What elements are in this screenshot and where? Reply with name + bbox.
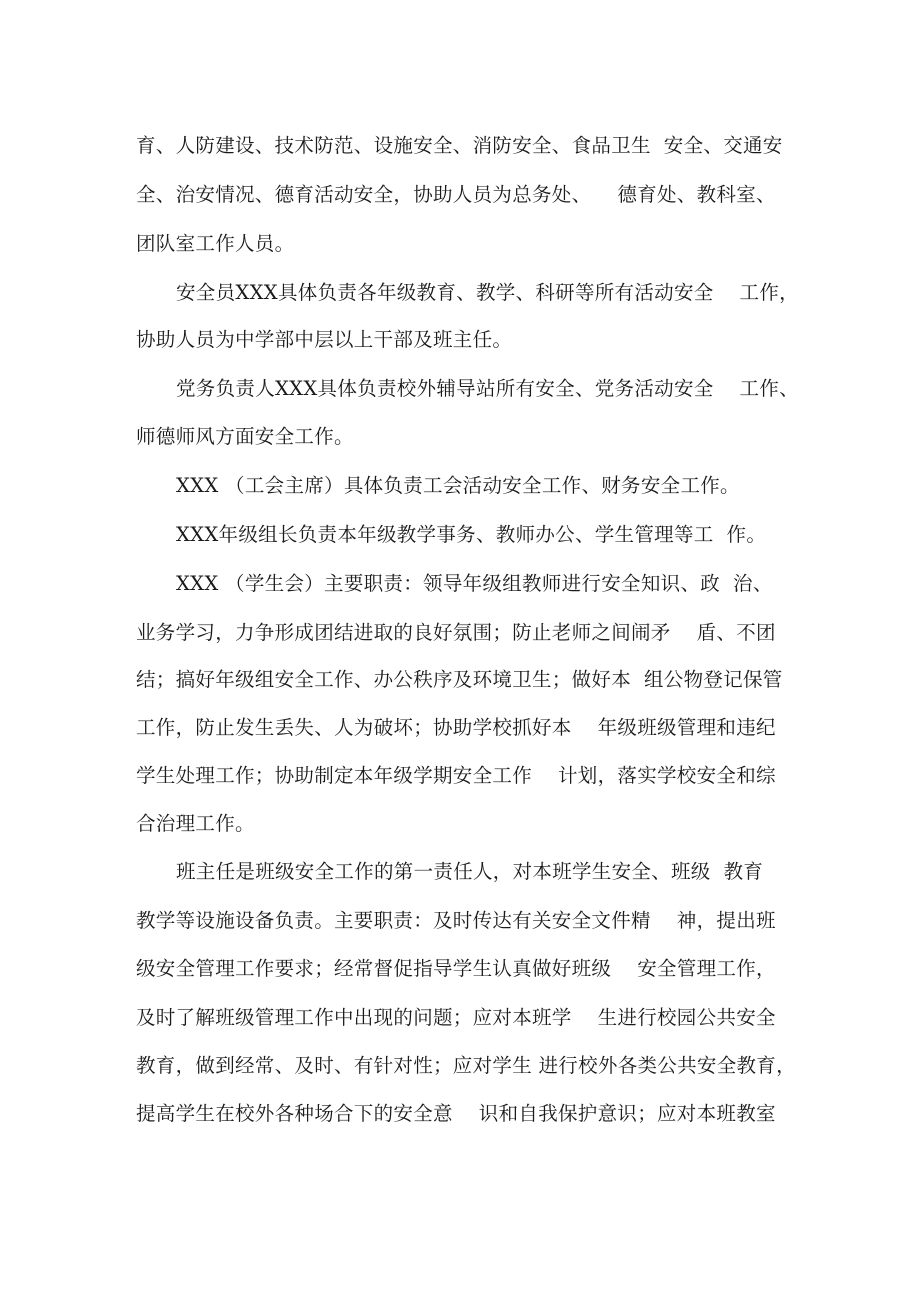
text-line: XXX年级组长负责本年级教学事务、教师办公、学生管理等工 作。 (176, 523, 767, 546)
text-line: 育、人防建设、技术防范、设施安全、消防安全、食品卫生 安全、交通安 (136, 134, 783, 157)
text-line: 提高学生在校外各种场合下的安全意 识和自我保护意识；应对本班教室 (136, 1102, 776, 1125)
text-line: 及时了解班级管理工作中出现的问题；应对本班学 生进行校园公共安全 (136, 1006, 776, 1029)
text-line: XXX （学生会）主要职责：领导年级组教师进行安全知识、政 治、 (176, 572, 773, 595)
text-line: 全、治安情况、德育活动安全，协助人员为总务处、 德育处、教科室、 (136, 183, 776, 206)
text-line: 级安全管理工作要求；经常督促指导学生认真做好班级 安全管理工作， (136, 957, 776, 980)
text-line: 安全员XXX具体负责各年级教育、教学、科研等所有活动安全 工作， (176, 281, 799, 304)
text-line: 业务学习，力争形成团结进取的良好氛围；防止老师之间闹矛 盾、不团 (136, 621, 776, 644)
text-line: 教学等设施设备负责。主要职责：及时传达有关安全文件精 神，提出班 (136, 909, 776, 932)
text-line: 结；搞好年级组安全工作、办公秩序及环境卫生；做好本 组公物登记保管 (136, 668, 783, 691)
text-line: 工作，防止发生丢失、人为破坏；协助学校抓好本 年级班级管理和违纪 (136, 716, 776, 739)
text-line: 协助人员为中学部中层以上干部及班主任。 (136, 328, 513, 351)
text-line: 团队室工作人员。 (136, 232, 295, 255)
text-line: 学生处理工作；协助制定本年级学期安全工作 计划，落实学校安全和综 (136, 764, 776, 787)
text-line: XXX （工会主席）具体负责工会活动安全工作、财务安全工作。 (176, 474, 740, 497)
text-line: 师德师风方面安全工作。 (136, 425, 354, 448)
text-line: 班主任是班级安全工作的第一责任人，对本班学生安全、班级 教育 (176, 860, 764, 883)
text-line: 党务负责人XXX具体负责校外辅导站所有安全、党务活动安全 工作、 (176, 377, 799, 400)
text-line: 教育，做到经常、及时、有针对性；应对学生 进行校外各类公共安全教育， (136, 1054, 796, 1077)
text-line: 合治理工作。 (136, 812, 255, 835)
